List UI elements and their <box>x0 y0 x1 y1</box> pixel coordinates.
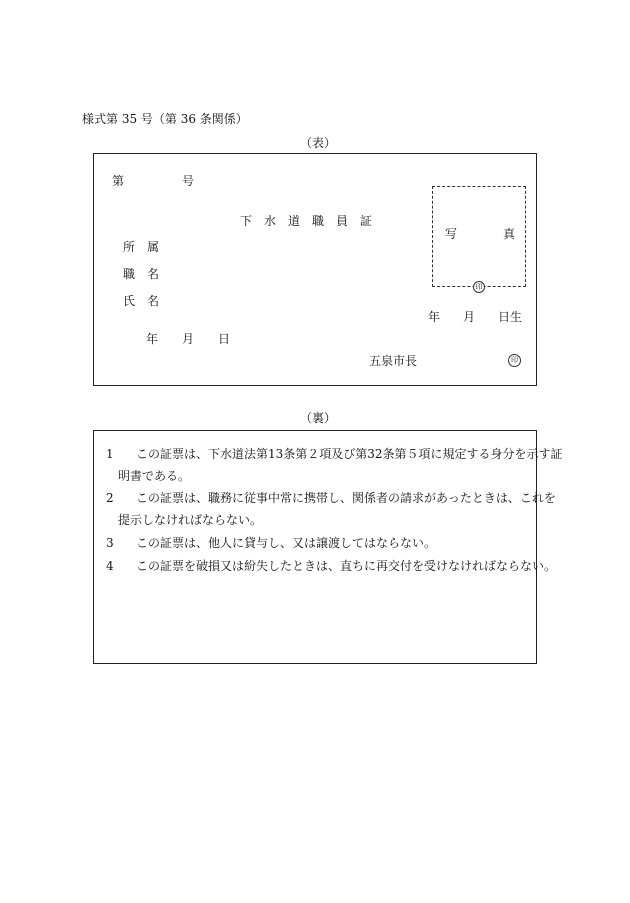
back-item-text: この証票は、下水道法第13条第２項及び第32条第５項に規定する身分を示す証 <box>136 447 563 461</box>
back-item-number: 3 <box>106 536 114 550</box>
front-side-label: （表） <box>300 136 337 150</box>
issuer-seal-mark: 印 <box>508 354 521 367</box>
back-side-label: （裏） <box>300 411 337 425</box>
department-label: 所 属 <box>123 240 160 254</box>
back-item-text: この証票は、他人に貸与し、又は譲渡してはならない。 <box>136 536 437 550</box>
back-item-continuation: 明書である。 <box>118 469 191 483</box>
issue-month-label: 月 <box>182 332 195 346</box>
number-prefix: 第 <box>112 174 125 188</box>
number-suffix: 号 <box>182 174 195 188</box>
back-item-continuation: 提示しなければならない。 <box>118 513 263 527</box>
issuer-name: 五泉市長 <box>369 354 418 368</box>
photo-area <box>432 186 526 291</box>
photo-seal-mark: 印 <box>473 281 485 293</box>
birth-day-label: 日生 <box>498 310 523 324</box>
card-title: 下 水 道 職 員 証 <box>240 214 373 228</box>
back-item-number: 1 <box>106 447 114 461</box>
back-item-text: この証票は、職務に従事中常に携帯し、関係者の請求があったときは、これを <box>136 491 556 505</box>
birth-year-label: 年 <box>428 310 441 324</box>
form-title: 様式第 35 号（第 36 条関係） <box>82 112 248 126</box>
issue-day-label: 日 <box>218 332 231 346</box>
name-label: 氏 名 <box>123 294 160 308</box>
photo-label-2: 真 <box>503 227 516 241</box>
job-title-label: 職 名 <box>123 267 160 281</box>
issue-year-label: 年 <box>146 332 159 346</box>
birth-month-label: 月 <box>463 310 476 324</box>
back-item-text: この証票を破損又は紛失したときは、直ちに再交付を受けなければならない。 <box>136 559 557 573</box>
back-item-number: 2 <box>106 491 114 505</box>
id-card-back <box>93 430 563 664</box>
back-item-number: 4 <box>106 559 114 573</box>
photo-label-1: 写 <box>445 227 458 241</box>
id-card-front <box>93 153 537 386</box>
